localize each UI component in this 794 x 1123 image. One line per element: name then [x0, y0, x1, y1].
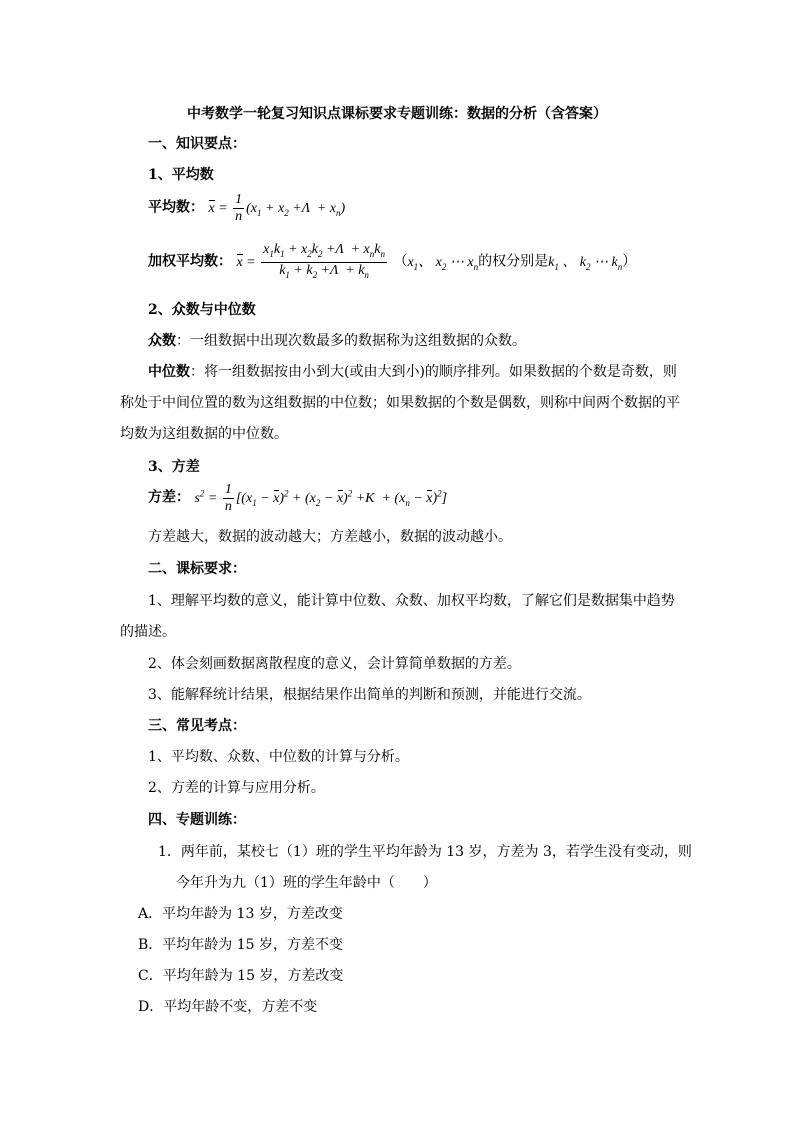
exam-point-2: 2、方差的计算与应用分析。: [148, 780, 325, 796]
weighted-note-mid: 的权分别是: [478, 253, 549, 270]
variance-note: 方差越大，数据的波动越大；方差越小，数据的波动越小。: [148, 529, 512, 545]
variance-formula-line: [148, 482, 447, 522]
question-1-line-2: 今年升为九（1）班的学生年龄中（ ）: [176, 875, 437, 891]
requirement-1-line-1: 1、理解平均数的意义，能计算中位数、众数、加权平均数，了解它们是数据集中趋势: [148, 593, 675, 609]
variance-formula: $s^2$ = $\frac{1}{n}$ $[(x_1 - x)^2 + (x_2 - x)^2 +K + (x_n - x)^2]$: [194, 482, 448, 514]
weighted-mean-formula: x = $\frac{x_1k_1 + x_2k_2 +\Lambda + x_nk_n}{k_1 + k_2 +\Lambda + k_n}$: [236, 242, 385, 280]
mean-label: 平均数：: [148, 199, 204, 216]
mode-text: ：一组数据中出现次数最多的数据称为这组数据的众数。: [176, 333, 526, 349]
section-2-heading: 二、课标要求：: [148, 561, 246, 577]
variance-label: 方差：: [148, 489, 190, 506]
subsection-mode-median-heading: 2、众数与中位数: [148, 302, 256, 318]
subsection-variance-heading: 3、方差: [148, 459, 200, 475]
question-1-option-c: C．平均年龄为 15 岁，方差改变: [138, 968, 344, 984]
weighted-mean-label: 加权平均数：: [148, 253, 232, 270]
weighted-note-open: （: [393, 253, 408, 270]
question-1-option-b: B．平均年龄为 15 岁，方差不变: [138, 937, 344, 953]
section-4-heading: 四、专题训练：: [148, 812, 246, 828]
mean-formula-line: [148, 192, 345, 232]
weighted-note-vars: $x_1$、 $x_2$ ⋯ $x_n$: [407, 254, 479, 272]
requirement-1-line-2: 的描述。: [120, 624, 176, 640]
weighted-note-close: ）: [622, 253, 637, 270]
exam-point-1: 1、平均数、众数、中位数的计算与分析。: [148, 749, 409, 765]
requirement-3: 3、能解释统计结果，根据结果作出简单的判断和预测，并能进行交流。: [148, 687, 591, 703]
section-3-heading: 三、常见考点：: [148, 718, 246, 734]
median-definition-line-1: [148, 362, 677, 382]
mode-label: 众数: [148, 333, 176, 349]
requirement-2: 2、体会刻画数据离散程度的意义，会计算简单数据的方差。: [148, 656, 521, 672]
mode-definition: [148, 331, 526, 351]
weighted-mean-line: [148, 242, 636, 282]
question-1-option-d: D．平均年龄不变，方差不变: [138, 999, 318, 1015]
question-1-option-a: A．平均年龄为 13 岁，方差改变: [138, 906, 343, 922]
weighted-note-weights: $k_1$ 、 $k_2$ ⋯ $k_n$: [548, 254, 623, 272]
question-1-line-1: 1．两年前，某校七（1）班的学生平均年龄为 13 岁，方差为 3，若学生没有变动，则: [158, 844, 692, 860]
mean-formula: x = $\frac{1}{n}$ $(x_1 + x_2 +\Lambda + x_n)$: [208, 192, 346, 224]
median-definition-line-2: 称处于中间位置的数为这组数据的中位数；如果数据的个数是偶数，则称中间两个数据的平: [120, 395, 680, 411]
subsection-mean-heading: 1、平均数: [148, 167, 214, 183]
median-label: 中位数: [148, 364, 190, 380]
median-definition-line-3: 均数为这组数据的中位数。: [120, 426, 288, 442]
median-text-1: ：将一组数据按由小到大(或由大到小)的顺序排列。如果数据的个数是奇数，则: [190, 364, 677, 380]
document-title: 中考数学一轮复习知识点课标要求专题训练：数据的分析（含答案）: [187, 106, 607, 122]
section-1-heading: 一、知识要点：: [148, 136, 246, 152]
